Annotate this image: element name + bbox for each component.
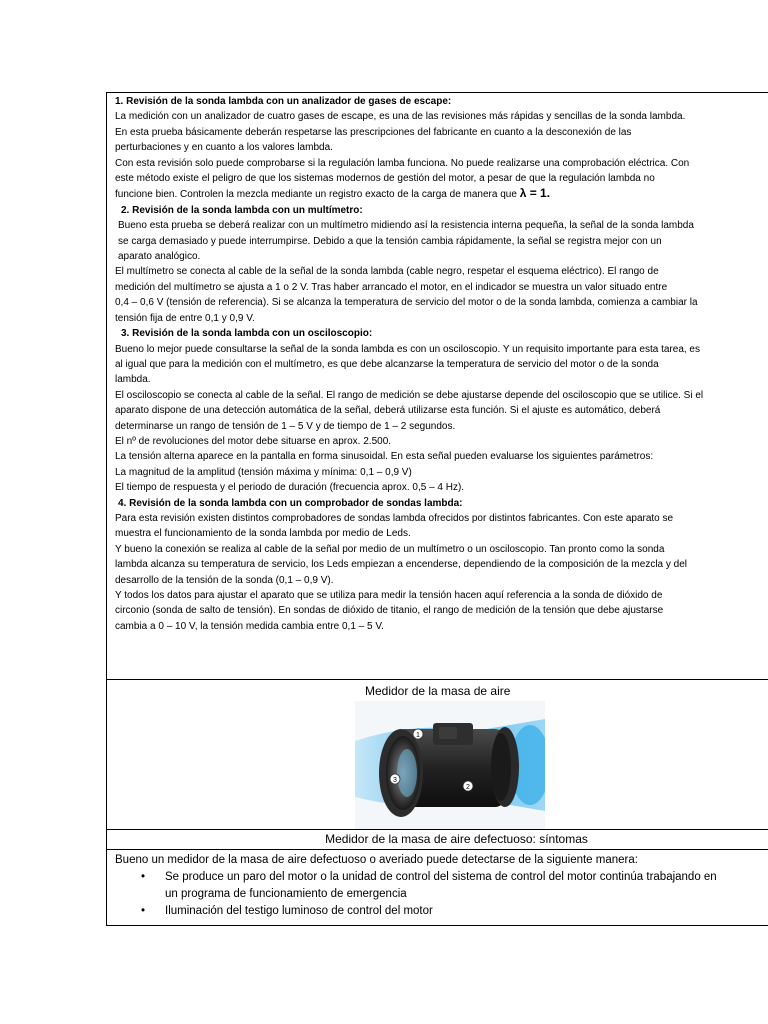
text-line: perturbaciones y en cuanto a los valores lambda. — [115, 142, 333, 154]
text-line: desarrollo de la tensión de la sonda (0,1 – 0,9 V). — [115, 574, 334, 586]
section-3-heading: 3. Revisión de la sonda lambda con un osciloscopio: — [121, 328, 373, 340]
list-item — [141, 903, 768, 920]
text-line: aparato dispone de una detección automática de la señal, deberá utilizarse esta función. Si el ajuste es automático, deberá — [115, 405, 661, 417]
text-line: En esta prueba básicamente deberán respetarse las prescripciones del fabricante en cuanto a la desconexión de las — [115, 126, 632, 138]
text-line: Bueno lo mejor puede consultarse la señal de la sonda lambda es con un osciloscopio. Y un requisito importante para esta tarea, es — [115, 343, 700, 355]
text-line: Y todos los datos para ajustar el aparato que se utiliza para medir la tensión hacen aquí referencia a la sonda de dióxido de — [115, 590, 663, 601]
text-line: este método existe el peligro de que los sistemas modernos de gestión del motor, a pesar de que la regulación lambda no — [115, 173, 655, 185]
symptoms-intro: Bueno un medidor de la masa de aire defectuoso o averiado puede detectarse de la siguiente manera: — [115, 854, 638, 866]
text-line: aparato analógico. — [118, 251, 201, 263]
list-item — [141, 869, 768, 903]
text-line: 0,4 – 0,6 V (tensión de referencia). Si se alcanza la temperatura de servicio del motor o de la sonda lambda, comienza a cambiar la — [115, 297, 698, 309]
symptoms-list — [115, 869, 768, 920]
maf-title: Medidor de la masa de aire — [365, 684, 511, 698]
maf-photo — [355, 701, 545, 830]
maf-image-cell — [107, 680, 768, 830]
callout-2: 2 — [466, 784, 470, 791]
list-item-line: Se produce un paro del motor o la unidad de control del sistema de control del motor continúa trabajando en — [165, 871, 717, 883]
symptoms-title: Medidor de la masa de aire defectuoso: síntomas — [325, 832, 588, 846]
document-table — [106, 92, 768, 926]
callout-1: 1 — [416, 732, 420, 739]
text-line: Con esta revisión solo puede comprobarse si la regulación lamba funciona. No puede realizarse una comprobación eléctrica. Con — [115, 157, 690, 169]
text-line: El osciloscopio se conecta al cable de la señal. El rango de medición se debe ajustarse depende del osciloscopio que se utilice. Si el — [115, 389, 704, 401]
symptoms-body-cell — [107, 850, 768, 926]
text-line: El tiempo de respuesta y el periodo de duración (frecuencia aprox. 0,5 – 4 Hz). — [115, 482, 465, 494]
text-line: lambda. — [115, 374, 151, 386]
text-line: Bueno esta prueba se deberá realizar con un multímetro midiendo así la resistencia interna pequeña, la señal de la sonda lambda — [118, 220, 694, 232]
text-line: cambia a 0 – 10 V, la tensión medida cambia entre 0,1 – 5 V. — [115, 620, 384, 632]
callout-3: 3 — [393, 777, 397, 784]
air-mass-meter-illustration — [355, 701, 545, 830]
text-line: La medición con un analizador de cuatro gases de escape, es una de las revisiones más rápidas y sencillas de la sonda lambda. — [115, 111, 686, 123]
list-item-line: un programa de funcionamiento de emergencia — [165, 888, 407, 900]
section-4-heading: 4. Revisión de la sonda lambda con un comprobador de sondas lambda: — [118, 497, 463, 509]
text-line: tensión fija de entre 0,1 y 0,9 V. — [115, 312, 255, 324]
text-line: muestra el funcionamiento de la sonda lambda por medio de Leds. — [115, 528, 411, 540]
section-2-heading: 2. Revisión de la sonda lambda con un multímetro: — [121, 204, 363, 216]
text-line: Para esta revisión existen distintos comprobadores de sondas lambda ofrecidos por distintos fabricantes. Con este aparato se — [115, 512, 674, 524]
section-1-heading: 1. Revisión de la sonda lambda con un analizador de gases de escape: — [115, 96, 452, 107]
list-item-line: Iluminación del testigo luminoso de control del motor — [165, 905, 433, 917]
lambda-revision-cell — [107, 93, 768, 680]
text-line: La tensión alterna aparece en la pantalla en forma sinusoidal. En esta señal pueden evaluarse los siguientes parámetros: — [115, 451, 654, 463]
text-line: lambda alcanza su temperatura de servicio, los Leds empiezan a encenderse, dependiendo de la composición de la mezcla y del — [115, 559, 688, 571]
text-line: se carga demasiado y puede interrumpirse. Debido a que la tensión cambia rápidamente, la señal se registra mejor con un — [118, 235, 662, 247]
symptoms-title-cell — [107, 830, 768, 850]
lambda-formula: λ = 1. — [519, 186, 551, 201]
bullet: • — [141, 871, 146, 883]
text-line: Y bueno la conexión se realiza al cable de la señal por medio de un multímetro o un osciloscopio. Tan pronto como la sonda — [115, 543, 665, 555]
text-line: circonio (sonda de salto de tensión). En sondas de dióxido de titanio, el rango de medición de la tensión que debe ajustarse — [115, 605, 664, 617]
text-line: determinarse un rango de tensión de 1 – 5 V y de tiempo de 1 – 2 segundos. — [115, 420, 456, 432]
text-line: al igual que para la medición con el multímetro, es que debe alcanzarse la temperatura de servicio del motor o de la sonda — [115, 358, 659, 370]
text-line-part: funcione bien. Controlen la mezcla mediante un registro exacto de la carga de manera que — [115, 189, 517, 201]
text-line: medición del multímetro se ajusta a 1 o 2 V. Tras haber arrancado el motor, en el indicador se muestra un valor situado entre — [115, 281, 668, 293]
text-line: La magnitud de la amplitud (tensión máxima y mínima: 0,1 – 0,9 V) — [115, 466, 412, 478]
text-line: El multímetro se conecta al cable de la señal de la sonda lambda (cable negro, respetar el esquema eléctrico). El rango de — [115, 266, 659, 278]
text-line: El nº de revoluciones del motor debe situarse en aprox. 2.500. — [115, 435, 392, 447]
text-line — [115, 186, 768, 202]
bullet: • — [141, 905, 146, 917]
